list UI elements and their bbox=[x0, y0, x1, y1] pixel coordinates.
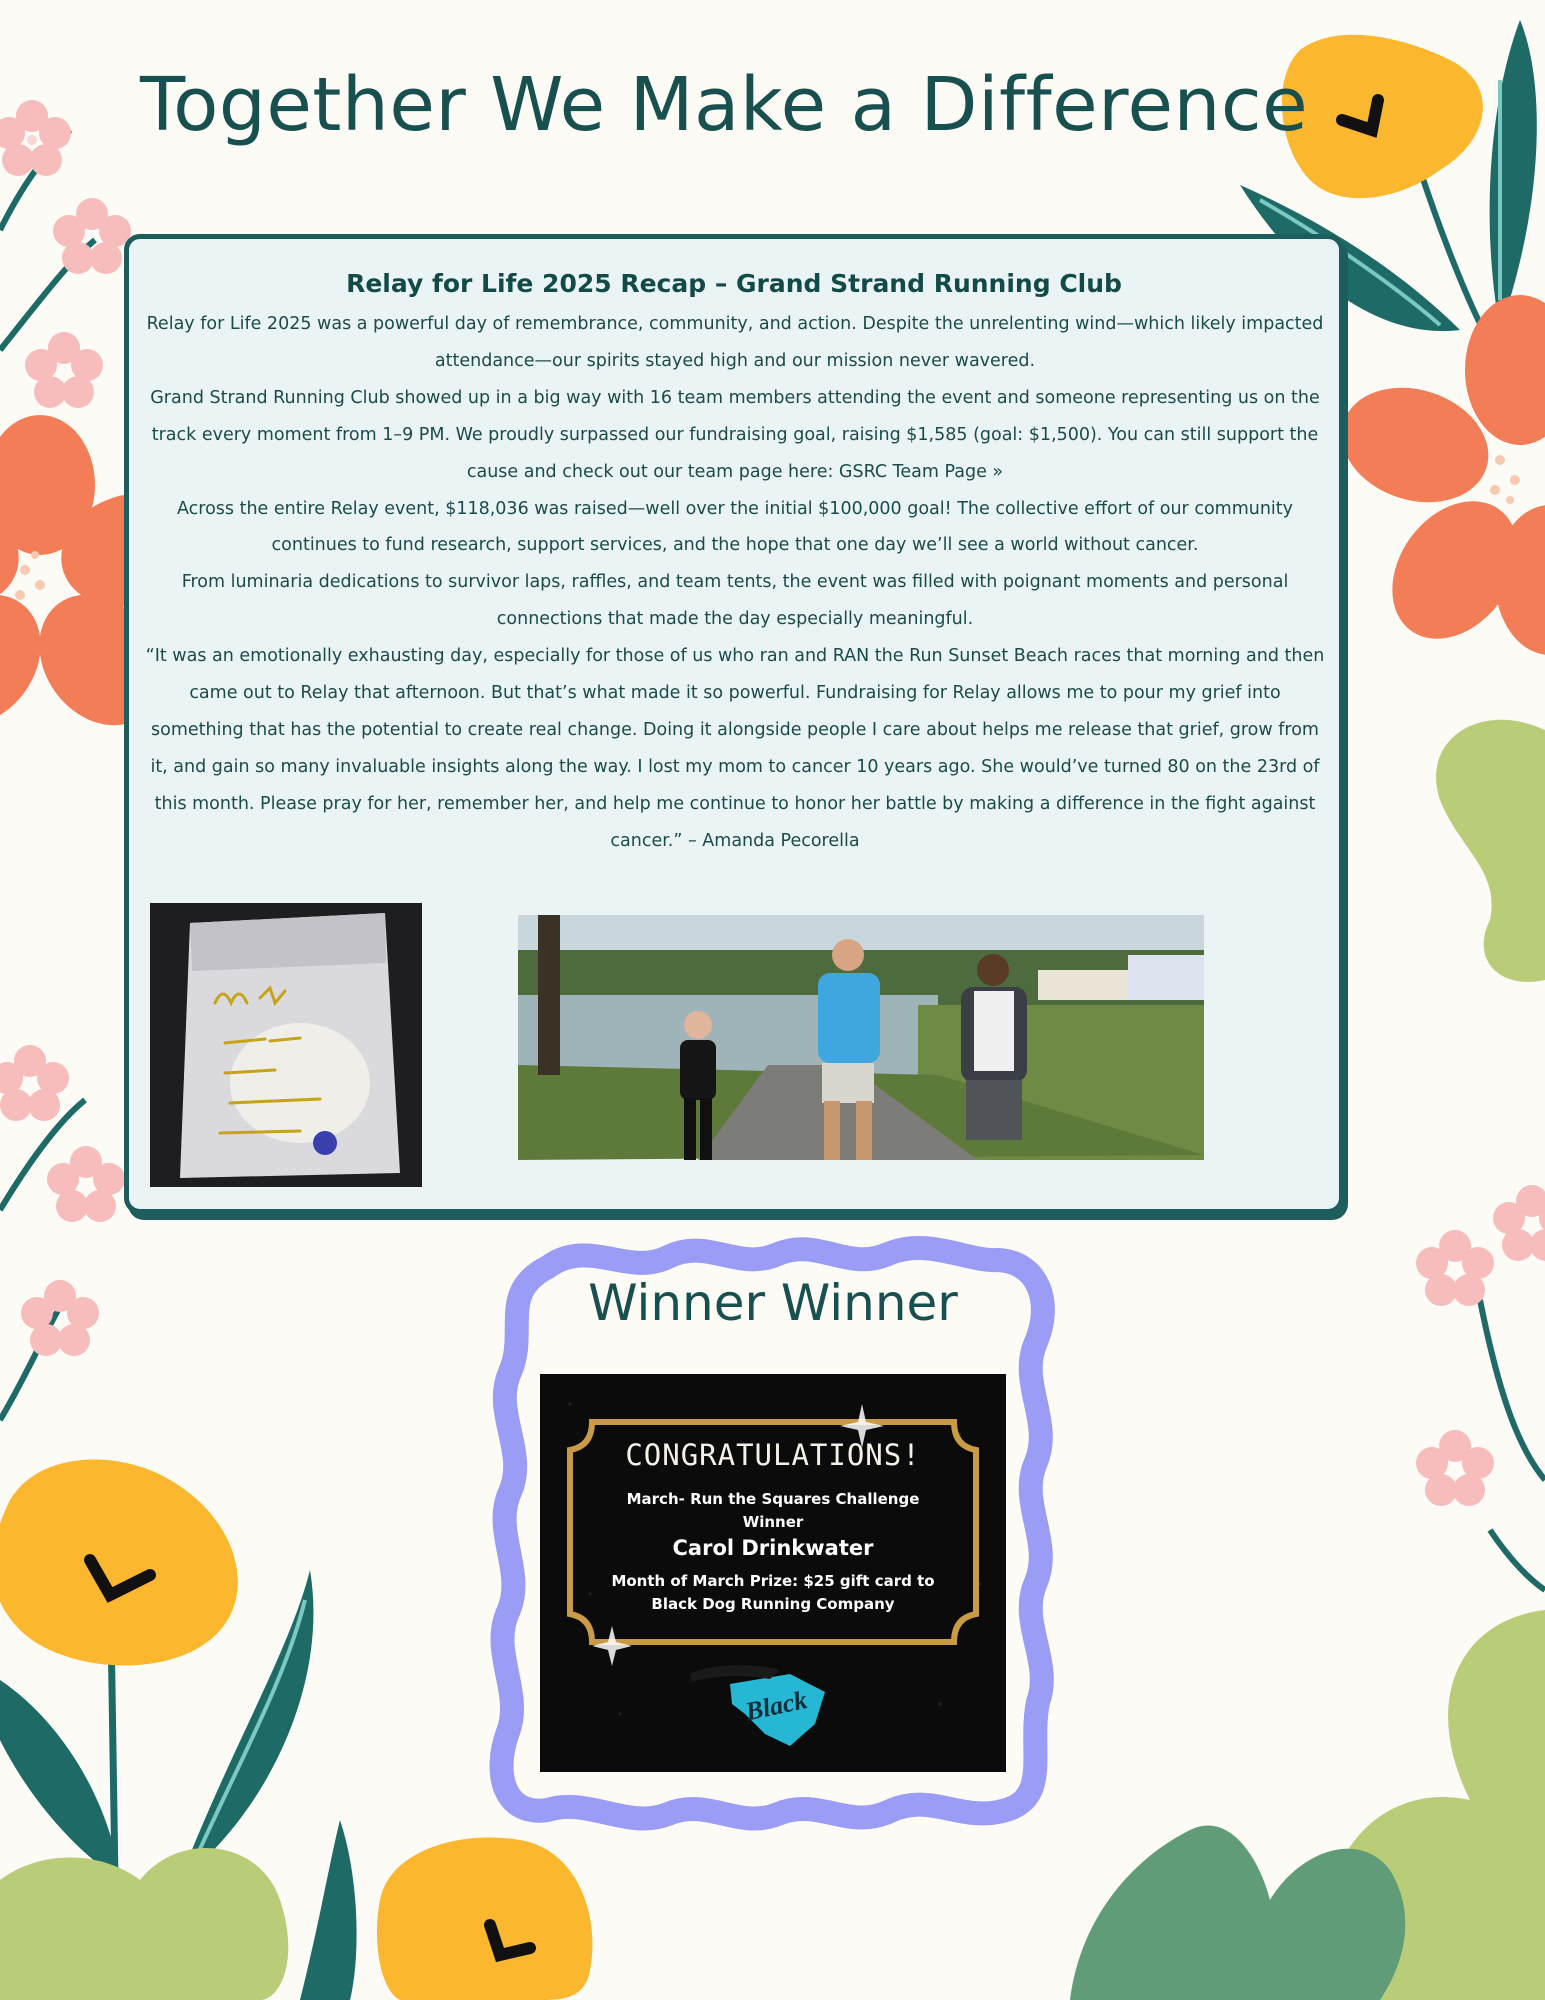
congrats-card bbox=[540, 1374, 1006, 1772]
recap-card bbox=[124, 234, 1344, 1214]
green-leaf-icon bbox=[1070, 1825, 1405, 2000]
yellow-flower-icon bbox=[377, 1838, 593, 2000]
quote-paragraph: “It was an emotionally exhausting day, especially for those of us who ran and RAN the Run Sunset Beach races that morning and then came out to Relay that afternoon. But that’s what made it so powerful. Fundraising for Relay allows me to pour my grief into something that has the potential to create real change. Doing it alongside people I care about helps me release that grief, grow from it, and gain so many invaluable insights along the way. I lost my mom to cancer 10 years ago. She would’ve turned 80 on the 23rd of this month. Please pray for her, remember her, and help me continue to honor her battle by making a difference in the fight against cancer.” – Amanda Pecorella bbox=[145, 646, 1325, 851]
prize-line: Black Dog Running Company bbox=[651, 1595, 895, 1613]
prize-text bbox=[540, 1570, 1006, 1616]
recap-heading: Relay for Life 2025 Recap – Grand Strand Running Club bbox=[346, 269, 1122, 298]
recap-paragraph: Grand Strand Running Club showed up in a big way with 16 team members attending the event and someone representing us on the track every moment from 1–9 PM. We proudly surpassed our fundraising goal, raising $1,585 (goal: $1,500). You can still support the cause and check out our team page here: GSRC Team Page » bbox=[150, 387, 1320, 482]
winner-name: Carol Drinkwater bbox=[672, 1536, 874, 1560]
event-photo bbox=[518, 915, 1204, 1160]
challenge-line: March- Run the Squares Challenge bbox=[626, 1490, 920, 1508]
congrats-headline: CONGRATULATIONS! bbox=[625, 1438, 921, 1472]
challenge-line: Winner bbox=[742, 1513, 804, 1531]
yellow-flower-icon bbox=[0, 1460, 238, 1666]
yellow-flower-icon bbox=[1282, 35, 1483, 198]
recap-paragraph: Relay for Life 2025 was a powerful day of remembrance, community, and action. Despite the unrelenting wind—which likely impacted attendance—our spirits stayed high and our mission never wavered. bbox=[146, 314, 1324, 371]
orange-flower-icon bbox=[1327, 295, 1545, 663]
pink-flower-icon bbox=[0, 100, 131, 1356]
svg-text:Black: Black bbox=[742, 1685, 810, 1727]
recap-body bbox=[129, 306, 1339, 860]
winner-frame bbox=[478, 1232, 1068, 1842]
teal-leaf-icon bbox=[300, 1820, 357, 2000]
prize-line: Month of March Prize: $25 gift card to bbox=[611, 1572, 935, 1590]
luminaria-photo bbox=[150, 903, 422, 1187]
recap-paragraph: From luminaria dedications to survivor laps, raffles, and team tents, the event was filled with poignant moments and personal connections that made the day especially meaningful. bbox=[181, 572, 1289, 630]
recap-paragraph: Across the entire Relay event, $118,036 was raised—well over the initial $100,000 goal! The collective effort of our community continues to fund research, support services, and the hope that one day we’ll see a world without cancer. bbox=[176, 498, 1294, 556]
teal-leaf-icon bbox=[1490, 20, 1537, 330]
page-title: Together We Make a Difference bbox=[140, 62, 1309, 148]
challenge-text bbox=[540, 1488, 1006, 1534]
teal-leaf-icon bbox=[0, 1680, 120, 1880]
green-leaf-icon bbox=[1436, 720, 1545, 982]
black-dog-logo-icon bbox=[690, 1665, 825, 1746]
winner-title: Winner Winner bbox=[588, 1274, 958, 1332]
